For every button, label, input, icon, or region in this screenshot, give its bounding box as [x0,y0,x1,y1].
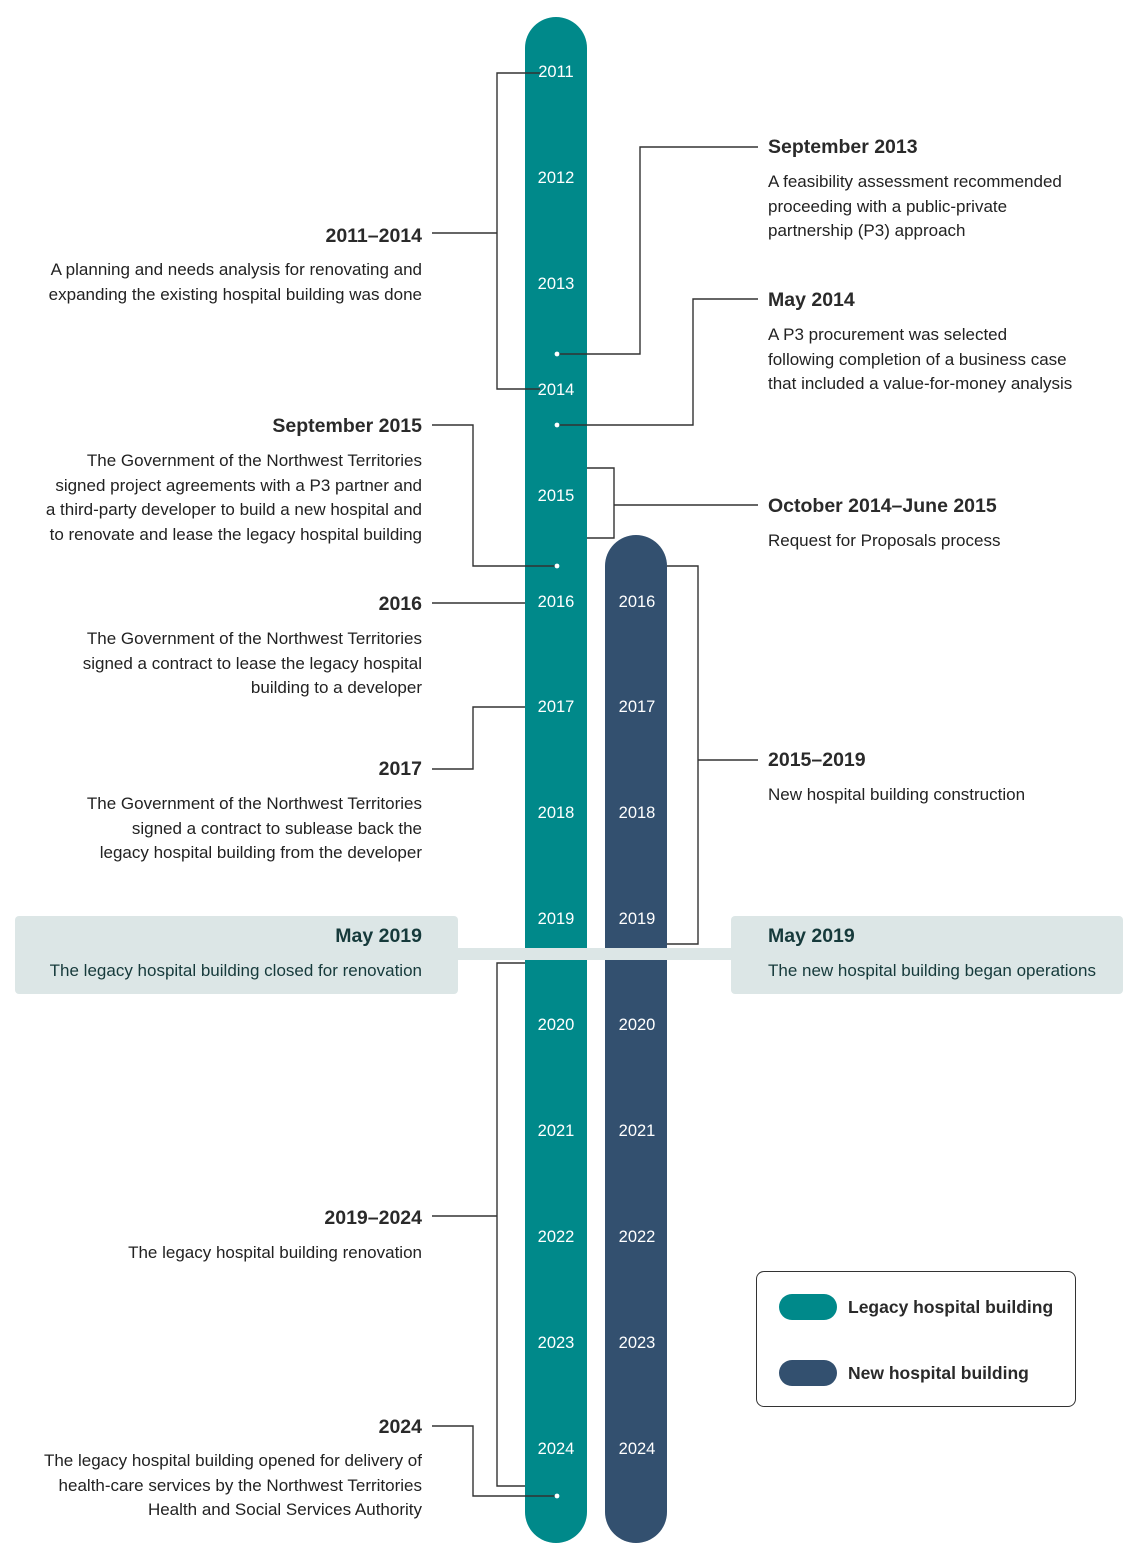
legacy-year-2023: 2023 [537,1333,575,1352]
event-2016-title: 2016 [378,593,422,615]
event-may-2019-new-title: May 2019 [768,925,855,947]
event-2019-2024-desc: The legacy hospital building renovation [128,1243,422,1262]
event-2017-title: 2017 [378,758,422,780]
legacy-year-2013: 2013 [537,274,575,293]
legacy-year-2019: 2019 [537,910,575,929]
event-2019-2024-title: 2019–2024 [324,1207,422,1229]
event-may-2019-new-desc: The new hospital building began operations [768,961,1096,980]
event-2011-2014-desc: A planning and needs analysis for renovating and expanding the existing hospital building was done [48,260,422,304]
event-may-2014-desc: A P3 procurement was selected following completion of a business case that included a value-for-money analysis [768,325,1073,393]
new-year-2024: 2024 [618,1439,656,1458]
new-year-2020: 2020 [618,1016,656,1035]
new-year-2022: 2022 [618,1227,656,1246]
event-2011-2014-title: 2011–2014 [325,225,422,247]
legend-new-label: New hospital building [848,1363,1029,1383]
legacy-year-2020: 2020 [537,1016,575,1035]
event-2015-2019-desc: New hospital building construction [768,785,1026,804]
legacy-year-2018: 2018 [537,804,575,823]
new-year-2016: 2016 [618,592,656,611]
event-sep-2015-title: September 2015 [272,415,422,437]
event-may-2019-legacy-desc: The legacy hospital building closed for renovation [49,961,422,980]
legacy-year-2021: 2021 [537,1122,575,1140]
legacy-year-2016: 2016 [537,592,575,611]
legend-legacy-swatch [779,1294,837,1320]
event-oct-2014-jun-2015-title: October 2014–June 2015 [768,495,997,517]
event-2024-desc: The legacy hospital building opened for delivery of health-care services by the Northwest Territories Health and Social Services Authority [43,1451,422,1519]
legend-legacy-label: Legacy hospital building [848,1297,1054,1317]
event-sep-2015-desc: The Government of the Northwest Territories signed project agreements with a P3 partner and a third-party developer to build a new hospital and to renovate and lease the legacy hospital building [45,451,422,544]
event-oct-2014-jun-2015-desc: Request for Proposals process [768,531,1001,550]
new-year-2018: 2018 [618,804,656,823]
new-year-2023: 2023 [618,1333,656,1352]
legacy-year-2011: 2011 [538,63,574,81]
event-sep-2013-title: September 2013 [768,136,918,158]
new-year-2021: 2021 [618,1122,656,1140]
legend [756,1271,1076,1407]
event-2024-title: 2024 [378,1416,422,1438]
new-year-2019: 2019 [618,910,656,929]
legacy-year-2012: 2012 [537,168,575,187]
legacy-year-2015: 2015 [537,486,575,505]
event-sep-2013-desc: A feasibility assessment recommended proceeding with a public-private partnership (P3) approach [768,172,1062,240]
new-year-2017: 2017 [618,698,656,717]
event-2015-2019-title: 2015–2019 [768,749,866,771]
legacy-year-2024: 2024 [537,1439,575,1458]
event-2017-desc: The Government of the Northwest Territories signed a contract to sublease back the legacy hospital building from the developer [86,794,422,862]
legend-new-swatch [779,1360,837,1386]
legacy-year-2017: 2017 [537,698,575,717]
legacy-year-2022: 2022 [537,1227,575,1246]
event-2016-desc: The Government of the Northwest Territories signed a contract to lease the legacy hospital building to a developer [82,629,422,697]
event-may-2019-legacy-title: May 2019 [335,925,422,947]
event-may-2014-title: May 2014 [768,289,855,311]
legacy-year-2014: 2014 [537,380,575,399]
